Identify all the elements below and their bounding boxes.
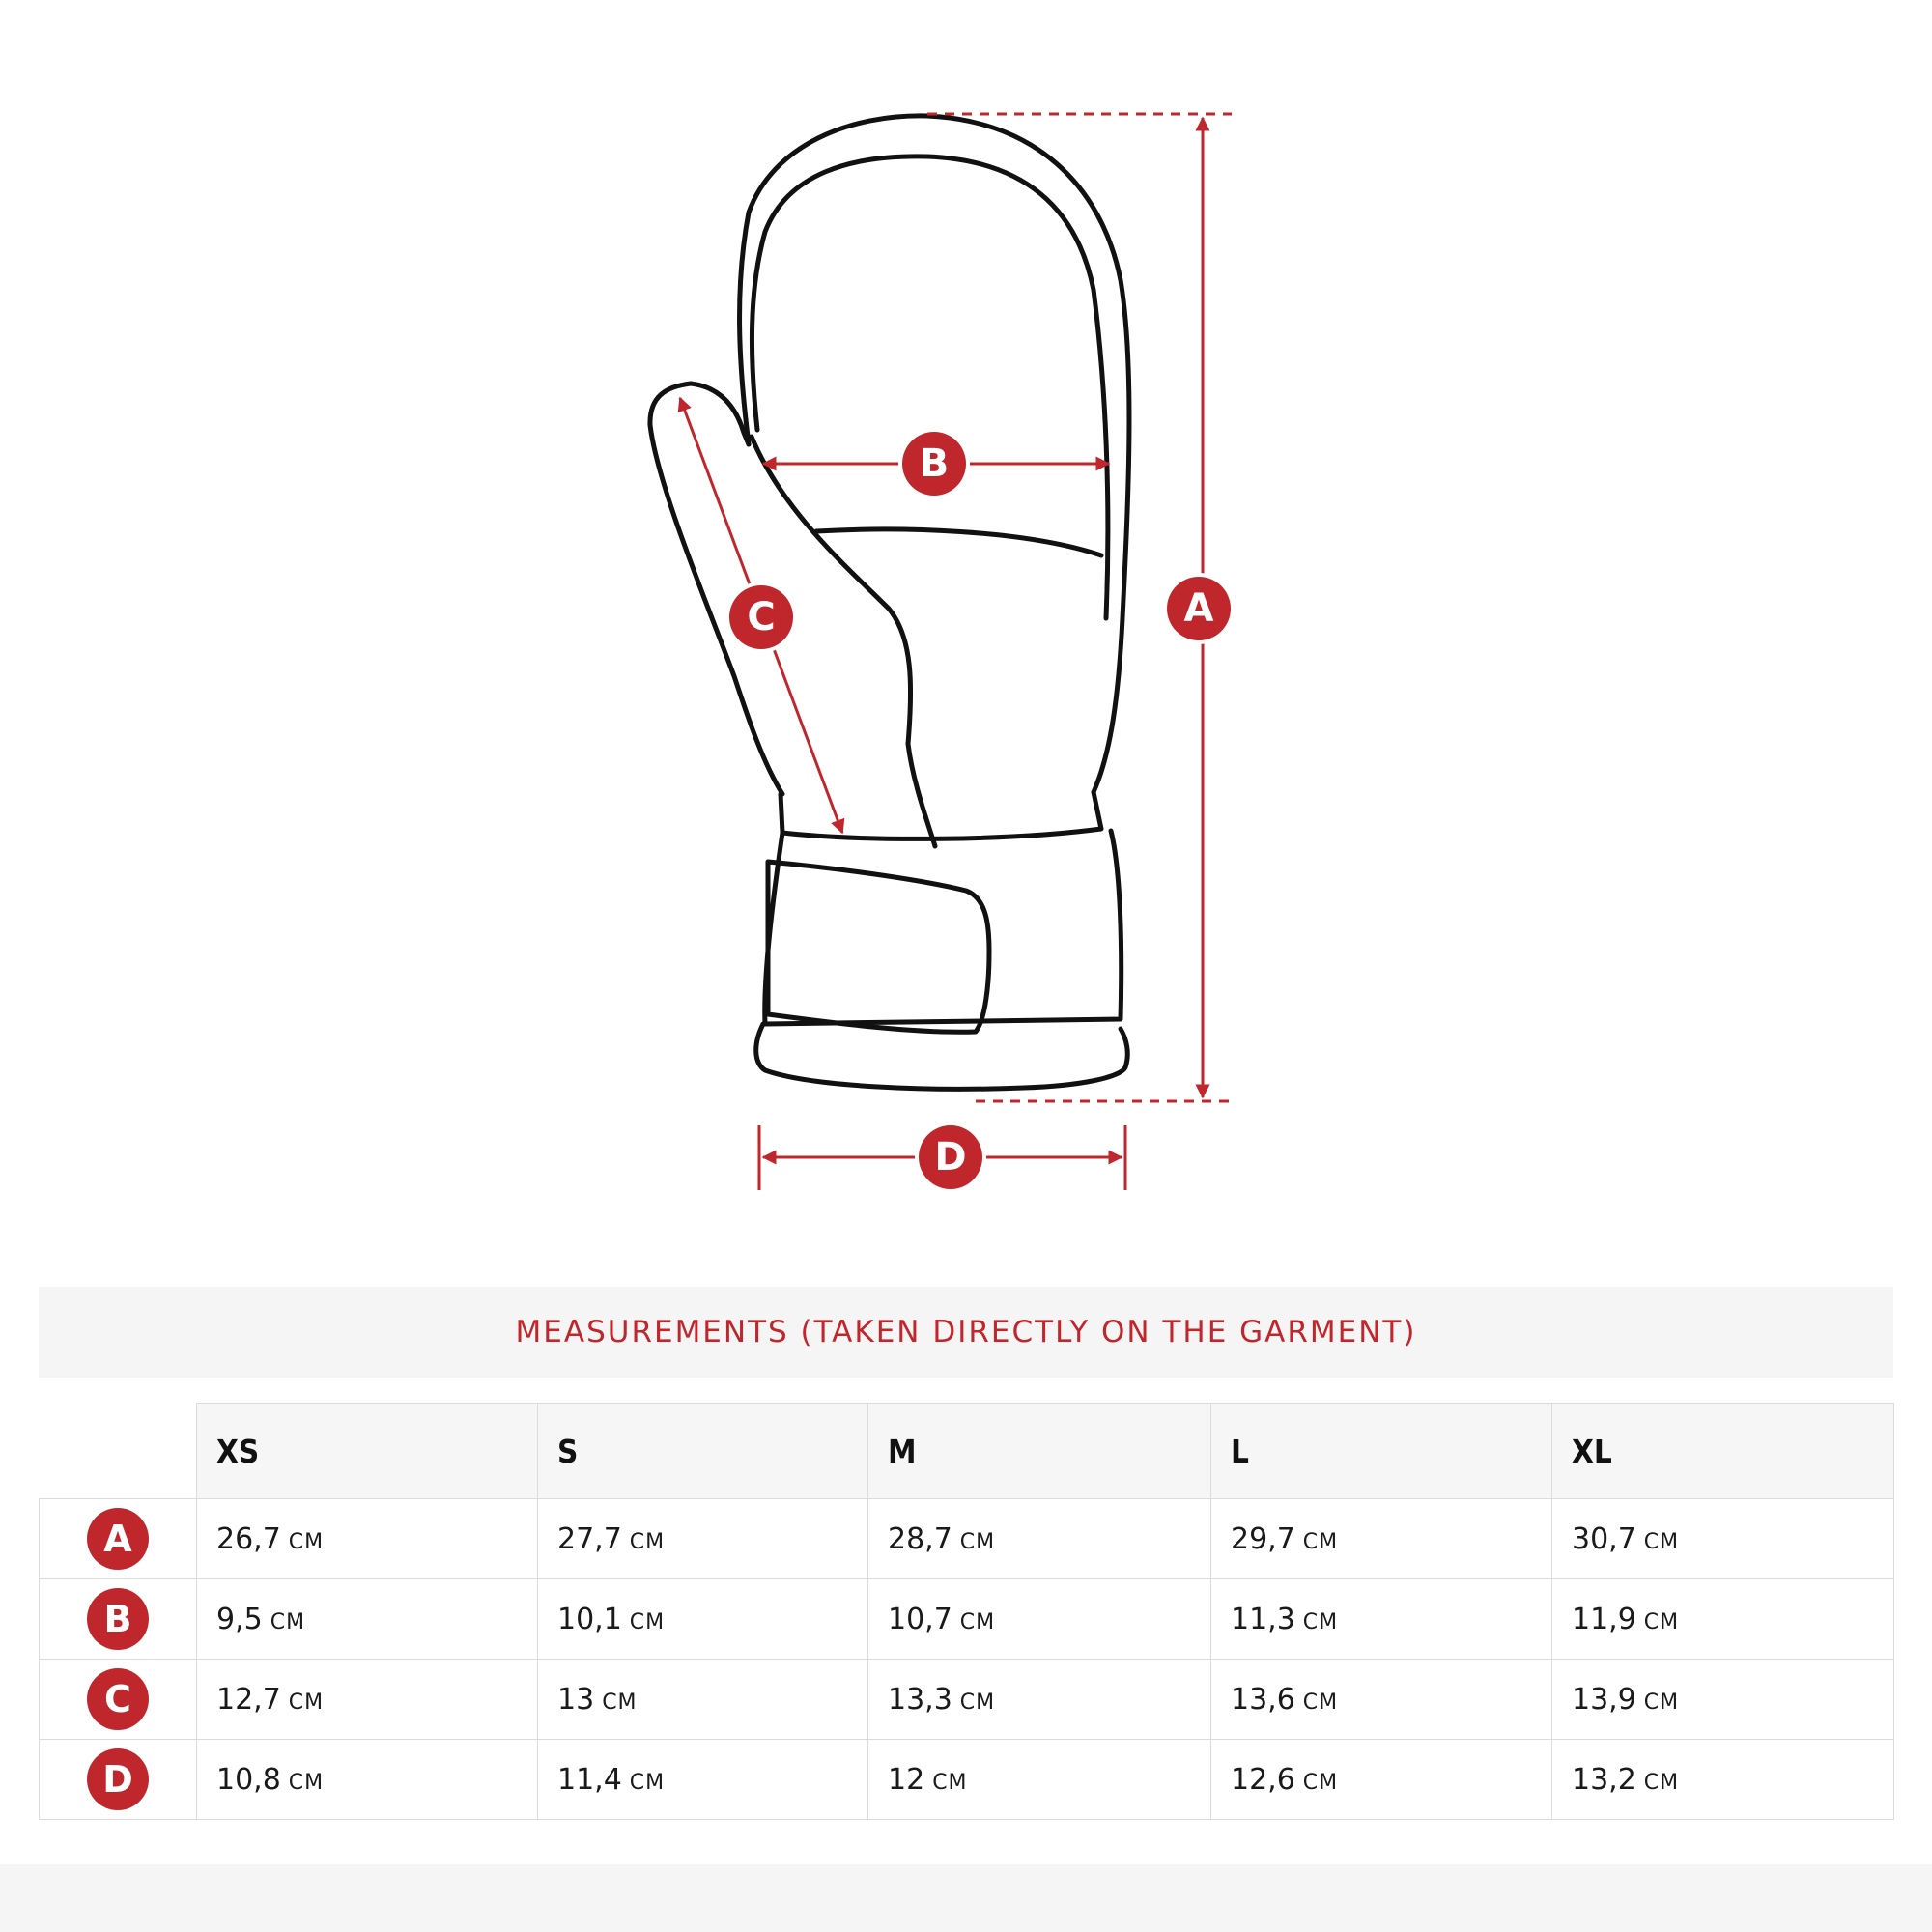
- mitten-outline: [650, 116, 1129, 1089]
- measurements-title-bar: [39, 1287, 1893, 1378]
- size-header: XS: [197, 1404, 538, 1499]
- measurement-cell: [197, 1499, 538, 1579]
- measurement-cell: [538, 1740, 868, 1820]
- measurement-value: 12,7: [216, 1682, 281, 1717]
- unit-label: CM: [1643, 1609, 1680, 1634]
- unit-label: CM: [959, 1529, 996, 1554]
- size-header: M: [868, 1404, 1211, 1499]
- measurement-cell: [538, 1499, 868, 1579]
- unit-label: CM: [1643, 1529, 1680, 1554]
- unit-label: CM: [1302, 1690, 1339, 1715]
- unit-label: CM: [959, 1690, 996, 1715]
- measurement-cell: [868, 1579, 1211, 1660]
- measurement-value: 13,6: [1231, 1682, 1295, 1717]
- corner-cell: [40, 1404, 197, 1499]
- row-label-cell: [40, 1740, 197, 1820]
- table-row: [40, 1740, 1894, 1820]
- size-chart-table: [39, 1403, 1894, 1820]
- measurement-cell: [1211, 1499, 1552, 1579]
- unit-label: CM: [629, 1529, 666, 1554]
- measurement-cell: [1552, 1499, 1894, 1579]
- size-header: L: [1211, 1404, 1552, 1499]
- unit-label: CM: [1302, 1609, 1339, 1634]
- measurement-value: 11,4: [557, 1762, 622, 1797]
- row-badge-b: B: [87, 1588, 149, 1650]
- measurement-cell: [197, 1579, 538, 1660]
- unit-label: CM: [1302, 1529, 1339, 1554]
- unit-label: CM: [1643, 1690, 1680, 1715]
- size-header-row: [40, 1404, 1894, 1499]
- table-row: [40, 1579, 1894, 1660]
- unit-label: CM: [959, 1609, 996, 1634]
- measurement-value: 11,3: [1231, 1602, 1295, 1636]
- measurement-value: 29,7: [1231, 1521, 1295, 1556]
- measurement-value: 12: [888, 1762, 925, 1797]
- measurement-value: 12,6: [1231, 1762, 1295, 1797]
- measurement-value: 9,5: [216, 1602, 263, 1636]
- measurement-value: 13,3: [888, 1682, 952, 1717]
- measurement-cell: [1552, 1579, 1894, 1660]
- measurement-value: 28,7: [888, 1521, 952, 1556]
- row-label-cell: [40, 1579, 197, 1660]
- measurement-cell: [1552, 1740, 1894, 1820]
- row-label-cell: [40, 1499, 197, 1579]
- measurements-title: MEASUREMENTS (TAKEN DIRECTLY ON THE GARMENT): [515, 1315, 1417, 1350]
- unit-label: CM: [288, 1690, 325, 1715]
- row-badge-d: D: [87, 1748, 149, 1810]
- row-label-cell: [40, 1660, 197, 1740]
- table-row: [40, 1499, 1894, 1579]
- unit-label: CM: [288, 1770, 325, 1795]
- measurement-value: 10,1: [557, 1602, 622, 1636]
- measurement-cell: [868, 1740, 1211, 1820]
- marker-d-badge: D: [919, 1125, 982, 1189]
- marker-c-badge: C: [729, 585, 793, 649]
- measurement-value: 13,9: [1572, 1682, 1636, 1717]
- unit-label: CM: [270, 1609, 306, 1634]
- measurement-cell: [1211, 1740, 1552, 1820]
- bottom-divider-strip: [0, 1864, 1932, 1932]
- table-row: [40, 1660, 1894, 1740]
- measurement-cell: [868, 1499, 1211, 1579]
- unit-label: CM: [629, 1770, 666, 1795]
- measurement-cell: [1211, 1579, 1552, 1660]
- measurement-value: 13: [557, 1682, 595, 1717]
- unit-label: CM: [288, 1529, 325, 1554]
- unit-label: CM: [1643, 1770, 1680, 1795]
- measurement-value: 26,7: [216, 1521, 281, 1556]
- measurement-value: 30,7: [1572, 1521, 1636, 1556]
- measurement-value: 11,9: [1572, 1602, 1636, 1636]
- measurement-cell: [197, 1660, 538, 1740]
- unit-label: CM: [629, 1609, 666, 1634]
- row-badge-a: A: [87, 1508, 149, 1570]
- marker-a-badge: A: [1167, 577, 1231, 640]
- measurement-cell: [197, 1740, 538, 1820]
- size-header: XL: [1552, 1404, 1894, 1499]
- measurement-cell: [538, 1579, 868, 1660]
- unit-label: CM: [932, 1770, 968, 1795]
- row-badge-c: C: [87, 1668, 149, 1730]
- measurement-value: 13,2: [1572, 1762, 1636, 1797]
- measurement-value: 10,8: [216, 1762, 281, 1797]
- measurement-cell: [538, 1660, 868, 1740]
- marker-b-badge: B: [902, 432, 966, 496]
- measurement-value: 27,7: [557, 1521, 622, 1556]
- unit-label: CM: [1302, 1770, 1339, 1795]
- size-header: S: [538, 1404, 868, 1499]
- measurement-cell: [1552, 1660, 1894, 1740]
- measurement-cell: [1211, 1660, 1552, 1740]
- measurement-cell: [868, 1660, 1211, 1740]
- unit-label: CM: [602, 1690, 638, 1715]
- measurement-value: 10,7: [888, 1602, 952, 1636]
